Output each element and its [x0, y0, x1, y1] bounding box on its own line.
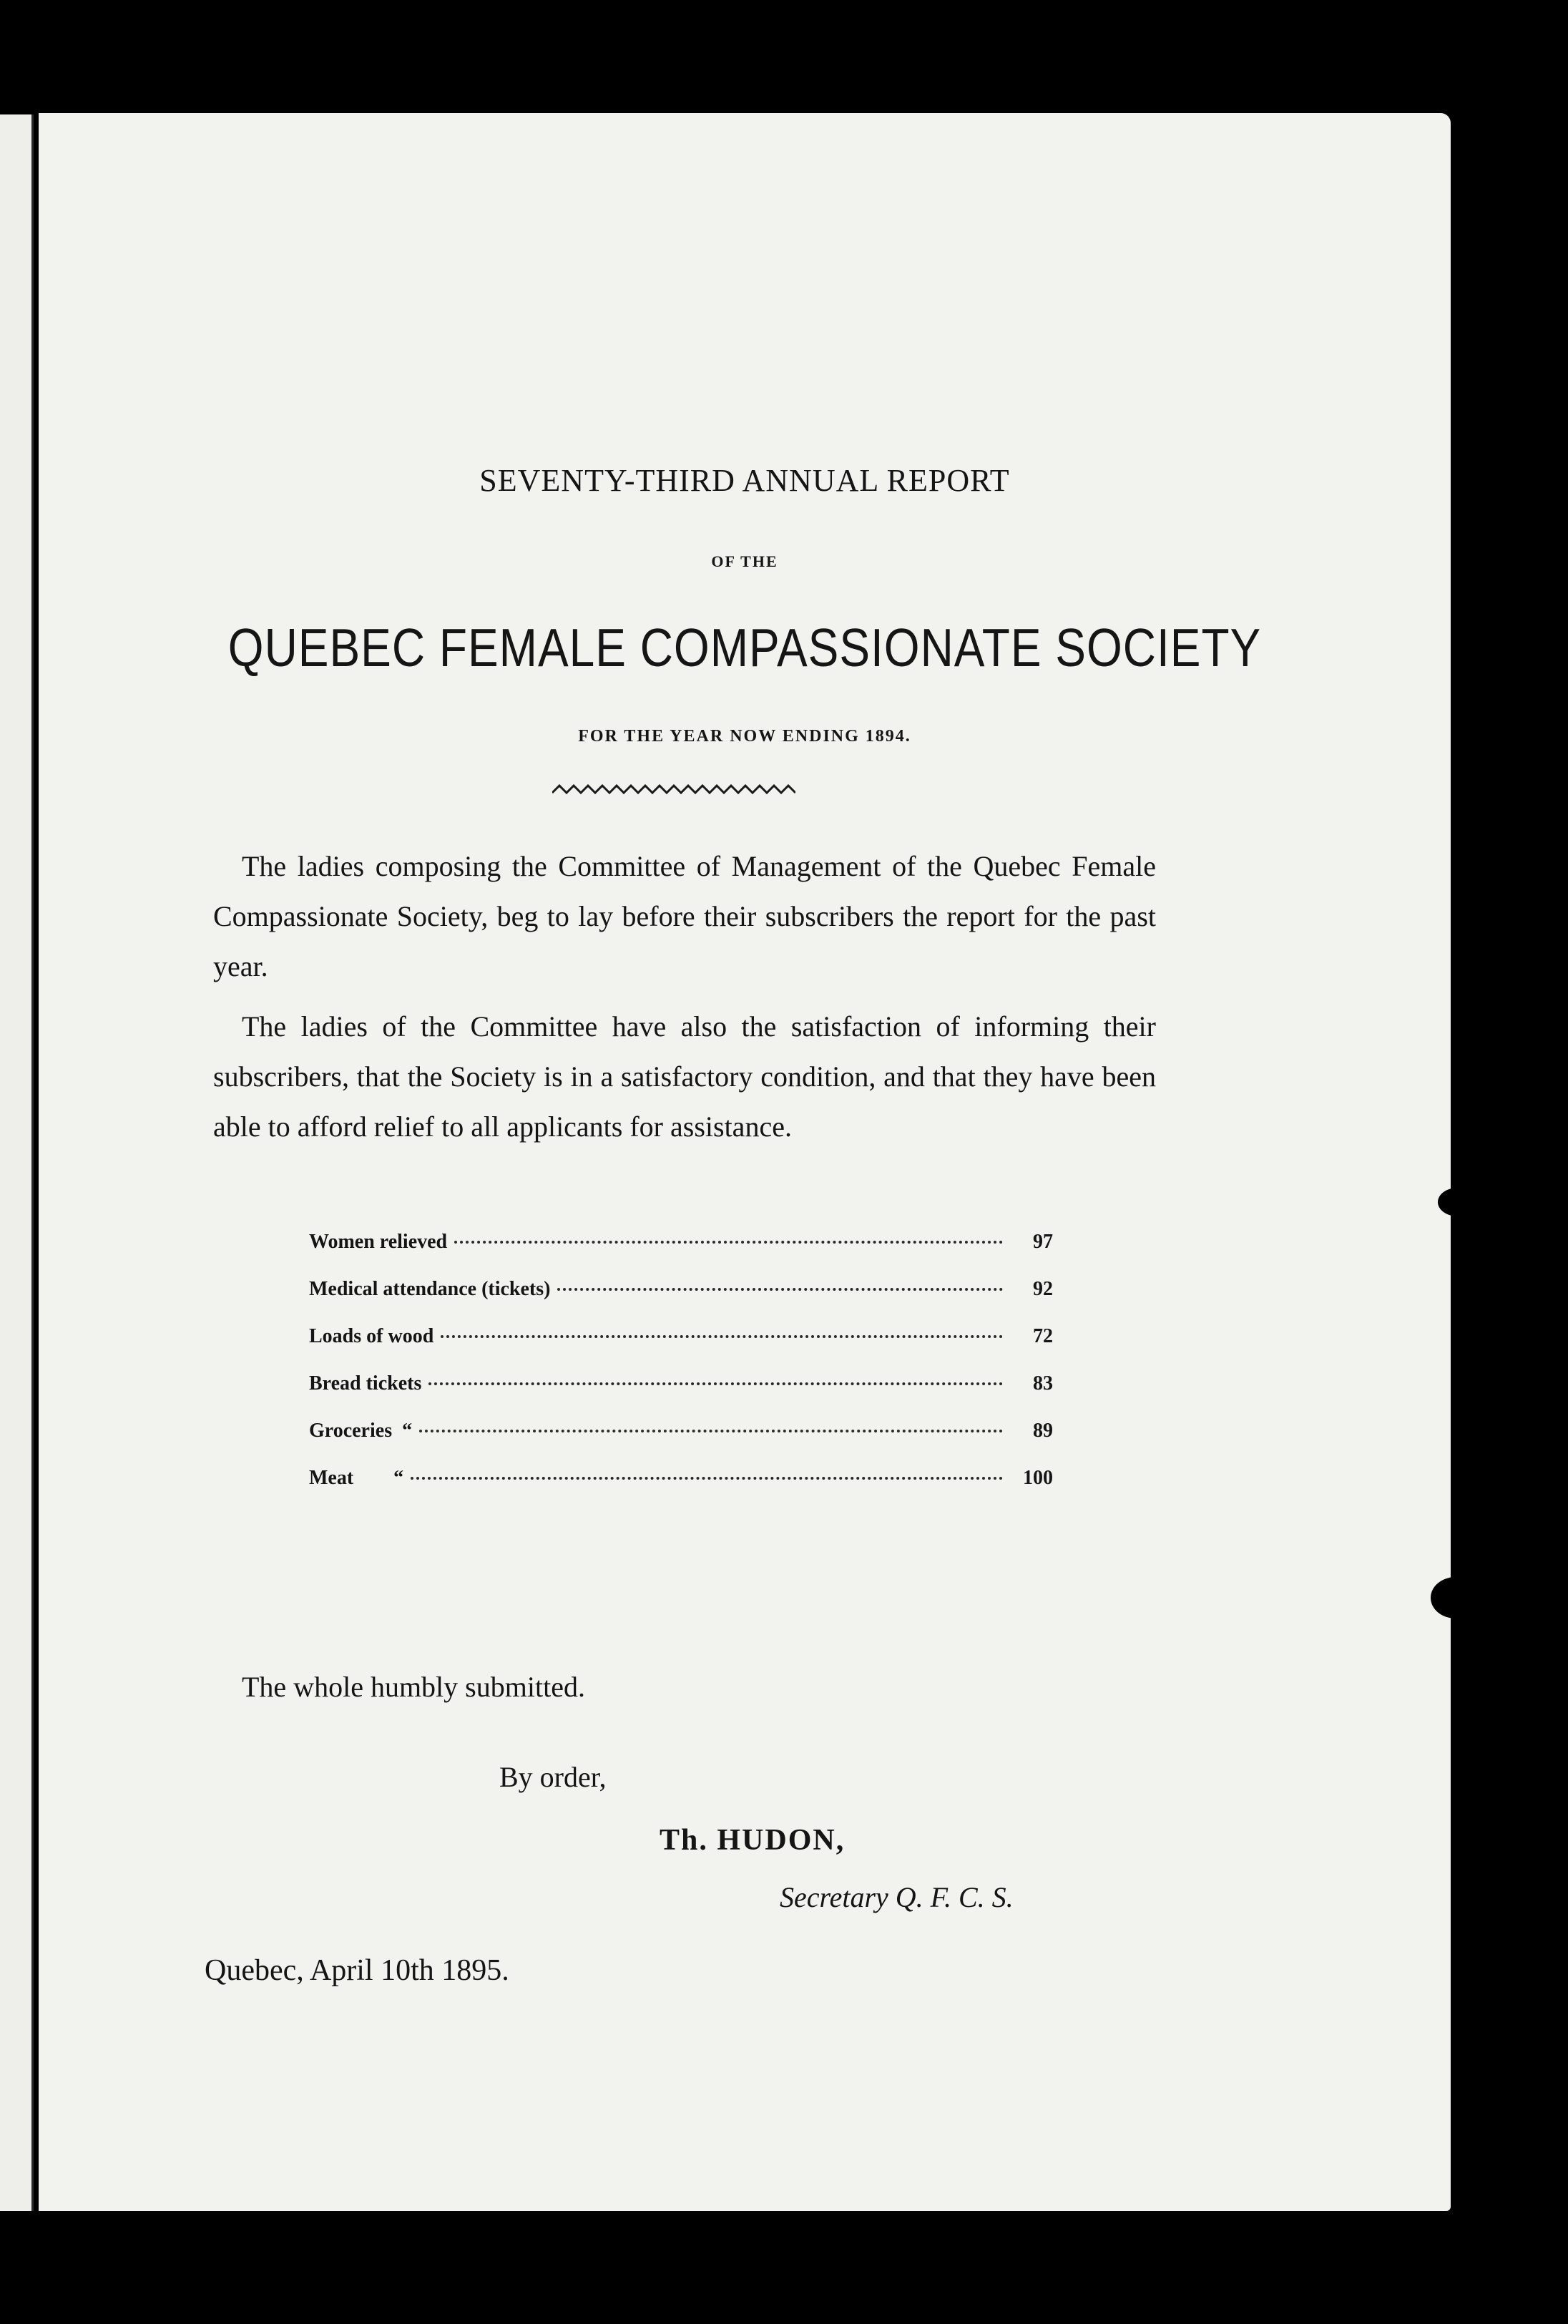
statistic-value: 100 [1023, 1467, 1053, 1489]
statistic-row [309, 1372, 1053, 1420]
statistic-value: 92 [1033, 1278, 1053, 1300]
date-line: Quebec, April 10th 1895. [205, 1954, 509, 1987]
statistic-row [309, 1420, 1053, 1467]
report-paragraph-2 [213, 1002, 1156, 1152]
statistic-label: Medical attendance (tickets) [309, 1278, 551, 1300]
page-edge-notch [1438, 1188, 1478, 1216]
decorative-rule-ornament [552, 780, 795, 797]
report-year-line: FOR THE YEAR NOW ENDING 1894. [578, 727, 911, 746]
signatory-title: Secretary Q. F. C. S. [780, 1881, 1014, 1913]
leader-dots [441, 1335, 1003, 1338]
statistic-value: 83 [1033, 1372, 1053, 1395]
report-page [39, 113, 1451, 2211]
report-subheading: OF THE [711, 552, 778, 570]
paragraph-text: The ladies of the Committee have also the satisfaction of informing their subscribers, that the Society is in a satisfactory condition, and that they have been able to afford relief to all applicants for assistance. [213, 1010, 1156, 1143]
statistic-row [309, 1231, 1053, 1278]
leader-dots [557, 1288, 1003, 1291]
leader-dots [454, 1241, 1003, 1244]
statistic-value: 72 [1033, 1325, 1053, 1347]
signatory-name: Th. HUDON, [660, 1824, 846, 1857]
report-heading: SEVENTY-THIRD ANNUAL REPORT [479, 463, 1010, 498]
statistic-row [309, 1325, 1053, 1372]
society-name-title: QUEBEC FEMALE COMPASSIONATE SOCIETY [227, 617, 1262, 678]
statistic-label: Meat “ [309, 1467, 404, 1489]
facing-page-edge [0, 114, 34, 2211]
page-edge-notch [1431, 1577, 1481, 1618]
statistic-label: Bread tickets [309, 1372, 422, 1395]
statistic-row [309, 1278, 1053, 1325]
report-paragraph-1 [213, 841, 1156, 992]
statistic-label: Groceries “ [309, 1420, 413, 1442]
statistic-value: 97 [1033, 1231, 1053, 1253]
closing-line: The whole humbly submitted. [242, 1671, 585, 1703]
paragraph-text: The ladies composing the Committee of Management of the Quebec Female Compassionate Society, beg to lay before their subscribers the report for the past year. [213, 850, 1156, 982]
statistic-row [309, 1467, 1053, 1514]
statistic-value: 89 [1033, 1420, 1053, 1442]
statistic-label: Women relieved [309, 1231, 448, 1253]
leader-dots [428, 1382, 1003, 1385]
statistic-label: Loads of wood [309, 1325, 434, 1347]
leader-dots [419, 1430, 1003, 1432]
by-order-line: By order, [499, 1761, 607, 1793]
leader-dots [411, 1477, 1003, 1480]
relief-statistics-list [309, 1231, 1053, 1514]
